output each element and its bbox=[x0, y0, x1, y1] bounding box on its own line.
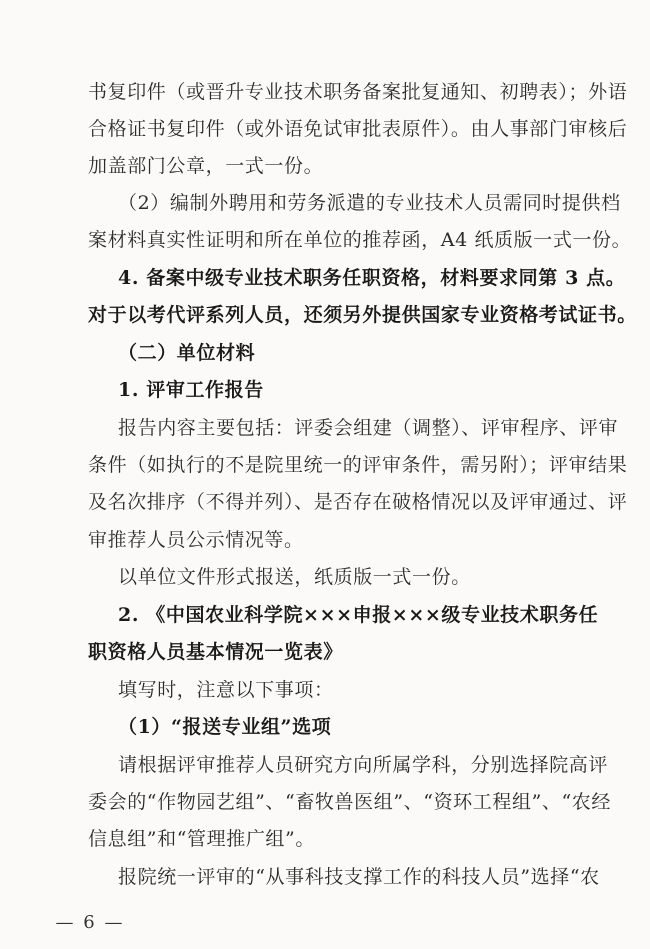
paragraph-line: 信息组”和“管理推广组”。 bbox=[88, 828, 315, 850]
subsection-heading: 1. 评审工作报告 bbox=[118, 379, 264, 401]
subsection-heading-line: 2. 《中国农业科学院×××申报×××级专业技术职务任 bbox=[118, 604, 599, 626]
paragraph-line: 合格证书复印件（或外语免试审批表原件）。由人事部门审核后 bbox=[88, 118, 628, 140]
paragraph-line: 及名次排序（不得并列）、是否存在破格情况以及评审通过、评 bbox=[88, 491, 628, 513]
paragraph-line: 请根据评审推荐人员研究方向所属学科，分别选择院高评 bbox=[118, 754, 609, 776]
paragraph-line: 报院统一评审的“从事科技支撑工作的科技人员”选择“农 bbox=[118, 866, 600, 888]
paragraph-line: 审推荐人员公示情况等。 bbox=[88, 529, 304, 551]
subsection-heading-line: 职资格人员基本情况一览表》 bbox=[88, 641, 343, 663]
item-heading: （1）“报送专业组”选项 bbox=[118, 716, 332, 738]
section-heading: （二）单位材料 bbox=[118, 342, 256, 364]
paragraph-line: 委会的“作物园艺组”、“畜牧兽医组”、“资环工程组”、“农经 bbox=[88, 791, 611, 813]
paragraph-line: 案材料真实性证明和所在单位的推荐函，A4 纸质版一式一份。 bbox=[88, 229, 632, 251]
section-heading-line: 对于以考代评系列人员，还须另外提供国家专业资格考试证书。 bbox=[88, 304, 637, 326]
paragraph-line: 书复印件（或晋升专业技术职务备案批复通知、初聘表）；外语 bbox=[88, 81, 628, 103]
paragraph-line: 填写时，注意以下事项： bbox=[118, 679, 334, 701]
paragraph-line: （2）编制外聘用和劳务派遣的专业技术人员需同时提供档 bbox=[118, 192, 621, 214]
page-number: — 6 — bbox=[55, 912, 125, 933]
section-heading-line: 4. 备案中级专业技术职务任职资格，材料要求同第 3 点。 bbox=[118, 267, 626, 289]
paragraph-line: 条件（如执行的不是院里统一的评审条件，需另附）；评审结果 bbox=[88, 454, 628, 476]
paragraph-line: 加盖部门公章，一式一份。 bbox=[88, 155, 324, 177]
paragraph-line: 以单位文件形式报送，纸质版一式一份。 bbox=[118, 566, 471, 588]
paragraph-line: 报告内容主要包括：评委会组建（调整）、评审程序、评审 bbox=[118, 417, 619, 439]
